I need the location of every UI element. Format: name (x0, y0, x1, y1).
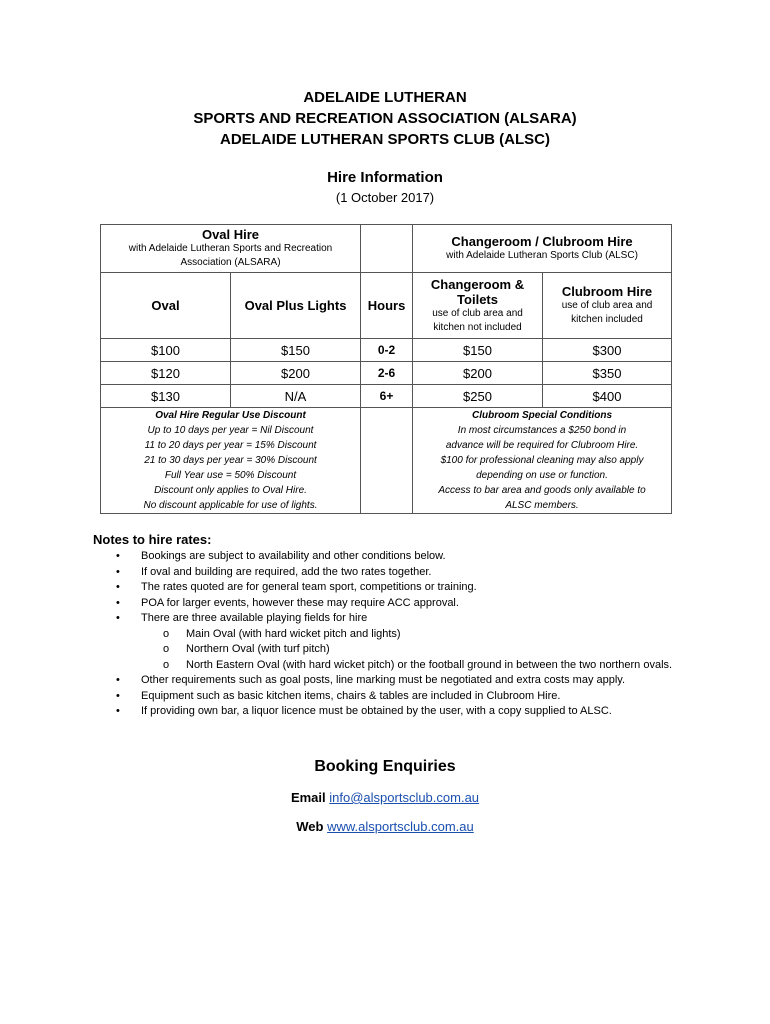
org-title-line3: ADELAIDE LUTHERAN SPORTS CLUB (ALSC) (220, 131, 550, 148)
org-title-line1: ADELAIDE LUTHERAN (303, 89, 467, 106)
bullet-icon: • (116, 565, 120, 578)
note-text: The rates quoted are for general team sport, competitions or training. (141, 581, 477, 593)
booking-enquiries-title: Booking Enquiries (314, 758, 456, 775)
price-oval: $100 (101, 339, 231, 362)
condition-line: In most circumstances a $250 bond in (457, 425, 627, 436)
list-item (94, 549, 694, 565)
list-item (94, 704, 694, 720)
discount-line: 11 to 20 days per year = 15% Discount (144, 440, 317, 451)
oval-discount-conditions (101, 408, 361, 514)
discount-line: No discount applicable for use of lights. (143, 500, 318, 511)
note-text: Other requirements such as goal posts, line marking must be negotiated and extra costs may apply. (141, 674, 626, 686)
discount-line: Discount only applies to Oval Hire. (154, 485, 307, 496)
list-item (141, 658, 694, 674)
price-oval-lights: $150 (231, 339, 361, 362)
price-clubroom: $400 (543, 385, 672, 408)
web-line (0, 819, 770, 834)
sub-bullet-icon: o (163, 643, 170, 655)
bullet-icon: • (116, 596, 120, 609)
table-row (101, 339, 672, 362)
list-item (94, 611, 694, 673)
note-text: Equipment such as basic kitchen items, chairs & tables are included in Clubroom Hire. (141, 689, 561, 702)
col-clubroom-subtitle: use of club area and kitchen included (561, 300, 653, 325)
conditions-blank-cell (361, 408, 413, 514)
condition-line: advance will be required for Clubroom Hire. (445, 440, 639, 451)
hours-range: 6+ (361, 385, 413, 408)
list-item (94, 596, 694, 612)
list-item (94, 689, 694, 705)
web-link[interactable]: www.alsportsclub.com.au (327, 819, 474, 834)
bullet-icon: • (116, 674, 120, 686)
condition-line: depending on use or function. (476, 470, 608, 481)
field-text: North Eastern Oval (with hard wicket pitch) or the football ground in between the two northern ovals. (186, 658, 673, 671)
email-line (0, 790, 770, 805)
col-hours: Hours (361, 273, 413, 339)
price-changeroom: $250 (413, 385, 543, 408)
price-oval-lights: $200 (231, 362, 361, 385)
bullet-icon: • (116, 550, 120, 562)
col-clubroom (543, 273, 672, 339)
table-row (101, 362, 672, 385)
notes-list (94, 549, 694, 720)
list-item (141, 627, 694, 643)
clubroom-hire-title: Changeroom / Clubroom Hire (451, 234, 633, 249)
hours-range: 0-2 (361, 339, 413, 362)
list-item (141, 642, 694, 658)
col-changeroom-title: Changeroom & Toilets (430, 276, 525, 307)
org-title-line2: SPORTS AND RECREATION ASSOCIATION (ALSARA) (193, 110, 577, 127)
hire-information-date: (1 October 2017) (335, 190, 435, 205)
clubroom-conditions-title: Clubroom Special Conditions (472, 410, 613, 421)
bullet-icon: • (116, 689, 120, 702)
price-oval: $130 (101, 385, 231, 408)
col-changeroom (413, 273, 543, 339)
col-changeroom-subtitle: use of club area and kitchen not included (432, 307, 523, 333)
list-item (94, 565, 694, 581)
condition-line: Access to bar area and goods only available to (438, 485, 646, 496)
note-text: POA for larger events, however these may require ACC approval. (141, 596, 459, 609)
web-label: Web (296, 819, 324, 834)
price-clubroom: $300 (543, 339, 672, 362)
discount-line: Full Year use = 50% Discount (164, 470, 297, 481)
price-oval-lights: N/A (231, 385, 361, 408)
bullet-icon: • (116, 581, 120, 593)
sub-bullet-icon: o (163, 627, 170, 640)
oval-discount-title: Oval Hire Regular Use Discount (155, 410, 306, 421)
col-clubroom-title: Clubroom Hire (561, 284, 653, 299)
email-label: Email (290, 790, 326, 805)
field-text: Northern Oval (with turf pitch) (186, 643, 330, 655)
note-text: If oval and building are required, add the two rates together. (141, 565, 432, 578)
list-item (94, 673, 694, 689)
condition-line: $100 for professional cleaning may also apply (440, 455, 644, 466)
hours-range: 2-6 (361, 362, 413, 385)
clubroom-hire-header (413, 225, 672, 273)
field-text: Main Oval (with hard wicket pitch and lights) (186, 627, 401, 640)
clubroom-hire-subtitle: with Adelaide Lutheran Sports Club (ALSC) (446, 250, 638, 261)
price-oval: $120 (101, 362, 231, 385)
oval-hire-subtitle: with Adelaide Lutheran Sports and Recreation Association (ALSARA) (128, 243, 333, 268)
discount-line: 21 to 30 days per year = 30% Discount (144, 455, 317, 466)
playing-fields-list (141, 627, 694, 674)
col-oval: Oval (101, 273, 231, 339)
bullet-icon: • (116, 705, 120, 717)
condition-line: ALSC members. (505, 500, 579, 511)
oval-hire-header (101, 225, 361, 273)
price-changeroom: $150 (413, 339, 543, 362)
email-link[interactable]: info@alsportsclub.com.au (329, 790, 480, 805)
list-item (94, 580, 694, 596)
hire-information-title: Hire Information (327, 169, 443, 186)
price-clubroom: $350 (543, 362, 672, 385)
notes-title: Notes to hire rates: (93, 532, 212, 547)
bullet-icon: • (116, 612, 120, 624)
note-text: Bookings are subject to availability and other conditions below. (141, 550, 446, 562)
note-text: If providing own bar, a liquor licence must be obtained by the user, with a copy supplied to ALSC. (141, 705, 612, 717)
hire-rates-table (100, 224, 672, 514)
price-changeroom: $200 (413, 362, 543, 385)
discount-line: Up to 10 days per year = Nil Discount (147, 425, 314, 436)
note-text: There are three available playing fields for hire (141, 612, 368, 624)
sub-bullet-icon: o (163, 658, 170, 671)
oval-hire-title: Oval Hire (201, 227, 260, 242)
hours-header-blank (361, 225, 413, 273)
col-oval-plus-lights: Oval Plus Lights (231, 273, 361, 339)
table-row (101, 385, 672, 408)
clubroom-special-conditions (413, 408, 672, 514)
